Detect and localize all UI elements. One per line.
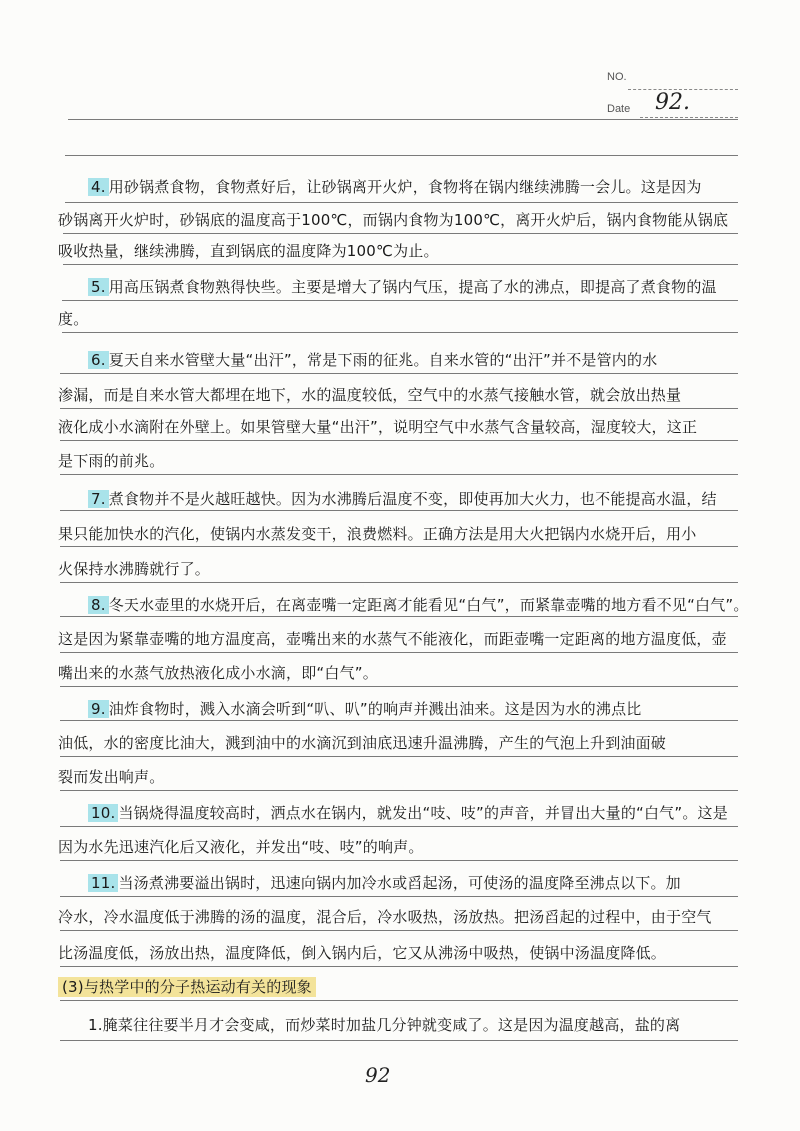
paragraph-4-number: 4.: [88, 178, 109, 196]
paragraph-8-number: 8.: [88, 596, 109, 614]
ruled-line: [60, 896, 738, 897]
ruled-line: [60, 1040, 738, 1041]
ruled-line: [68, 119, 738, 120]
ruled-line: [65, 202, 738, 203]
paragraph-4-line-3: 吸收热量，继续沸腾，直到锅底的温度降为100℃为止。: [58, 242, 439, 260]
ruled-line: [60, 860, 738, 861]
paragraph-9-line-3: 裂而发出响声。: [58, 768, 165, 786]
paragraph-5-line-2: 度。: [58, 310, 89, 328]
ruled-line: [63, 233, 738, 234]
paragraph-11-line-1: 11. 当汤煮沸要溢出锅时，迅速向锅内加冷水或舀起汤，可使汤的温度降至沸点以下。加: [88, 874, 738, 892]
ruled-line: [62, 300, 738, 301]
ruled-line: [60, 652, 738, 653]
date-value: 92.: [655, 90, 690, 115]
ruled-line: [60, 582, 738, 583]
ruled-line: [60, 720, 738, 721]
section-paragraph-1-line-1: 1.腌菜往往要半月才会变咸，而炒菜时加盐几分钟就变咸了。这是因为温度越高，盐的离: [88, 1016, 681, 1034]
paragraph-5-line-1: 5. 用高压锅煮食物熟得快些。主要是增大了锅内气压，提高了水的沸点，即提高了煮食物的温: [88, 278, 738, 296]
ruled-line: [60, 966, 738, 967]
paragraph-9-line-1: 9. 油炸食物时，溅入水滴会听到“叭、叭”的响声并溅出油来。这是因为水的沸点比: [88, 700, 738, 718]
section-paragraph-1-number: 1.: [88, 1016, 103, 1034]
ruled-line: [65, 155, 738, 156]
ruled-line: [60, 756, 738, 757]
ruled-line: [63, 264, 738, 265]
paragraph-11-number: 11.: [88, 874, 118, 892]
paragraph-6-line-4: 是下雨的前兆。: [58, 452, 165, 470]
paragraph-10-line-2: 因为水先迅速汽化后又液化，并发出“吱、吱”的响声。: [58, 838, 424, 856]
paragraph-4-line-1: 4. 用砂锅煮食物，食物煮好后，让砂锅离开火炉，食物将在锅内继续沸腾一会儿。这是因为: [88, 178, 738, 196]
date-label: Date: [607, 103, 631, 115]
paragraph-5-number: 5.: [88, 278, 109, 296]
ruled-line: [60, 373, 738, 374]
ruled-line: [60, 510, 738, 511]
paragraph-11-line-3: 比汤温度低，汤放出热，温度降低，倒入锅内后，它又从沸汤中吸热，使锅中汤温度降低。: [58, 944, 667, 962]
ruled-line: [60, 686, 738, 687]
ruled-line: [60, 790, 738, 791]
ruled-line: [60, 474, 738, 475]
ruled-line: [60, 930, 738, 931]
paragraph-6-line-2: 渗漏，而是自来水管大都埋在地下，水的温度较低，空气中的水蒸气接触水管，就会放出热量: [58, 386, 682, 404]
paragraph-6-line-3: 液化成小水滴附在外壁上。如果管壁大量“出汗”，说明空气中水蒸气含量较高，湿度较大，这正: [58, 418, 698, 436]
ruled-line: [62, 332, 738, 333]
paragraph-4-line-2: 砂锅离开火炉时，砂锅底的温度高于100℃，而锅内食物为100℃，离开火炉后，锅内食物能从锅底: [58, 211, 729, 229]
paragraph-10-number: 10.: [88, 804, 118, 822]
no-label: NO.: [607, 71, 627, 83]
paragraph-7-number: 7.: [88, 490, 109, 508]
ruled-line: [60, 408, 738, 409]
paragraph-8-line-3: 嘴出来的水蒸气放热液化成小水滴，即“白气”。: [58, 664, 378, 682]
paragraph-9-line-2: 油低，水的密度比油大，溅到油中的水滴沉到油底迅速升温沸腾，产生的气泡上升到油面破: [58, 734, 667, 752]
ruled-line: [60, 546, 738, 547]
ruled-line: [60, 616, 738, 617]
paragraph-7-line-1: 7. 煮食物并不是火越旺越快。因为水沸腾后温度不变，即使再加大火力，也不能提高水温，结: [88, 490, 738, 508]
section-heading: (3)与热学中的分子热运动有关的现象: [58, 978, 738, 996]
paragraph-7-line-3: 火保持水沸腾就行了。: [58, 560, 211, 578]
paragraph-7-line-2: 果只能加快水的汽化，使锅内水蒸发变干，浪费燃料。正确方法是用大火把锅内水烧开后，用小: [58, 525, 697, 543]
paragraph-8-line-1: 8. 冬天水壶里的水烧开后，在离壶嘴一定距离才能看见“白气”，而紧靠壶嘴的地方看不见“白气”。: [88, 596, 738, 614]
ruled-line: [60, 826, 738, 827]
paragraph-6-line-1: 6. 夏天自来水管壁大量“出汗”，常是下雨的征兆。自来水管的“出汗”并不是管内的水: [88, 351, 738, 369]
paragraph-6-number: 6.: [88, 351, 109, 369]
paragraph-8-line-2: 这是因为紧靠壶嘴的地方温度高，壶嘴出来的水蒸气不能液化，而距壶嘴一定距离的地方温度低，壶: [58, 630, 727, 648]
page-number: 92: [365, 1063, 391, 1087]
date-line: [640, 117, 738, 118]
paragraph-9-number: 9.: [88, 700, 109, 718]
paragraph-10-line-1: 10. 当锅烧得温度较高时，洒点水在锅内，就发出“吱、吱”的声音，并冒出大量的“白气”。这是: [88, 804, 738, 822]
ruled-line: [60, 440, 738, 441]
ruled-line: [60, 1000, 738, 1001]
paragraph-11-line-2: 冷水，冷水温度低于沸腾的汤的温度，混合后，冷水吸热，汤放热。把汤舀起的过程中，由于空气: [58, 908, 712, 926]
